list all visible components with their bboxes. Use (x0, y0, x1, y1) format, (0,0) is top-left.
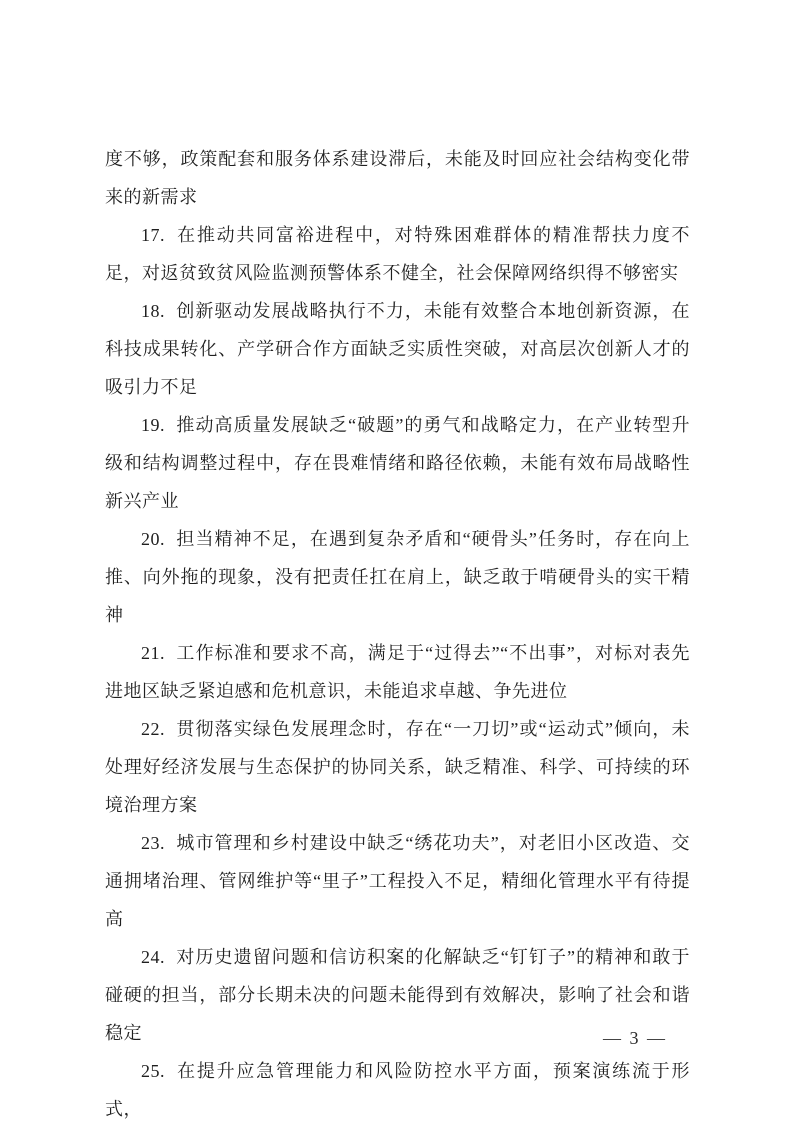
paragraph-item-18 (105, 292, 690, 406)
item-number: 25. (141, 1061, 165, 1081)
page-number: — 3 — (603, 1028, 667, 1048)
paragraph-item-21 (105, 634, 690, 710)
item-number: 18. (141, 301, 165, 321)
paragraph-text: 对历史遗留问题和信访积案的化解缺乏“钉钉子”的精神和敢于碰硬的担当，部分长期未决的问题未能得到有效解决，影响了社会和谐稳定 (105, 947, 690, 1043)
item-number: 21. (141, 643, 165, 663)
paragraph-item-23 (105, 824, 690, 938)
item-number: 19. (141, 415, 165, 435)
paragraph-text: 创新驱动发展战略执行不力，未能有效整合本地创新资源，在科技成果转化、产学研合作方面缺乏实质性突破，对高层次创新人才的吸引力不足 (105, 301, 690, 397)
paragraph-text: 工作标准和要求不高，满足于“过得去”“不出事”，对标对表先进地区缺乏紧迫感和危机意识，未能追求卓越、争先进位 (105, 643, 690, 701)
paragraph-text: 担当精神不足，在遇到复杂矛盾和“硬骨头”任务时，存在向上推、向外拖的现象，没有把责任扛在肩上，缺乏敢于啃硬骨头的实干精神 (105, 529, 690, 625)
text-block (105, 140, 690, 1122)
item-number: 20. (141, 529, 165, 549)
paragraph-text: 城市管理和乡村建设中缺乏“绣花功夫”，对老旧小区改造、交通拥堵治理、管网维护等“里子”工程投入不足，精细化管理水平有待提高 (105, 833, 690, 929)
paragraph-item-17 (105, 216, 690, 292)
paragraph-item-25 (105, 1052, 690, 1122)
paragraph-item-22 (105, 710, 690, 824)
paragraph-item-20 (105, 520, 690, 634)
item-number: 17. (141, 225, 165, 245)
item-number: 24. (141, 947, 165, 967)
page-footer (603, 1028, 667, 1049)
paragraph-text: 推动高质量发展缺乏“破题”的勇气和战略定力，在产业转型升级和结构调整过程中，存在畏难情绪和路径依赖，未能有效布局战略性新兴产业 (105, 415, 690, 511)
paragraph-item-19 (105, 406, 690, 520)
paragraph-text: 在推动共同富裕进程中，对特殊困难群体的精准帮扶力度不足，对返贫致贫风险监测预警体系不健全，社会保障网络织得不够密实 (105, 225, 690, 283)
item-number: 23. (141, 833, 165, 853)
paragraph-text: 贯彻落实绿色发展理念时，存在“一刀切”或“运动式”倾向，未处理好经济发展与生态保护的协同关系，缺乏精准、科学、可持续的环境治理方案 (105, 719, 690, 815)
paragraph-text: 在提升应急管理能力和风险防控水平方面，预案演练流于形式， (105, 1061, 690, 1119)
paragraph-text: 度不够，政策配套和服务体系建设滞后，未能及时回应社会结构变化带来的新需求 (105, 149, 690, 207)
item-number: 22. (141, 719, 165, 739)
paragraph-continuation (105, 140, 690, 216)
